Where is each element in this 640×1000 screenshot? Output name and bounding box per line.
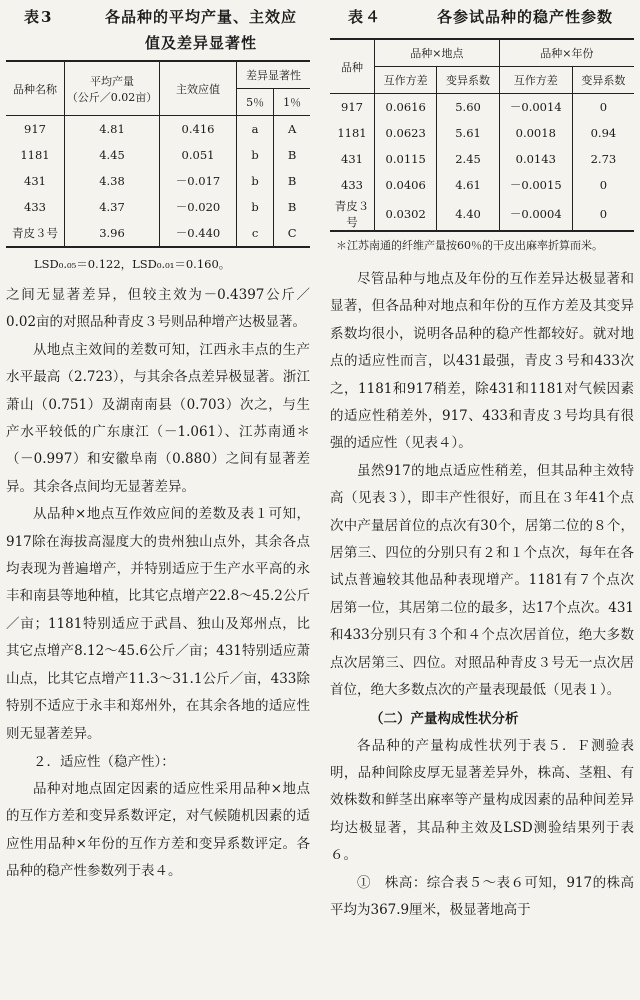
cell-variety: 431	[341, 152, 363, 166]
table4-header-cv-1: 变异系数	[437, 67, 499, 94]
cell-signif-5: c	[237, 220, 274, 247]
cell-cv-year: 0.94	[572, 120, 634, 146]
paragraph: ① 株高：综合表５～表６可知，917的株高平均为367.9厘米，极显著地高于	[330, 874, 634, 918]
table3-lsd-note: LSD₀.₀₅＝0.122，LSD₀.₀₁＝0.160。	[34, 257, 231, 271]
section-heading: （二）产量构成性状分析	[370, 710, 519, 727]
table3-header-signif: 差异显著性	[237, 61, 311, 89]
table3-header-1pct: 1％	[274, 89, 310, 116]
cell-variety: 917	[341, 100, 363, 114]
cell-variance-location: 0.0406	[375, 172, 437, 198]
table4-header-variety: 品种	[341, 60, 363, 74]
cell-signif-1: B	[274, 142, 310, 168]
table-row	[330, 146, 634, 172]
cell-cv-year: 2.73	[572, 146, 634, 172]
cell-variety: 青皮３号	[12, 226, 58, 240]
table4-header-cv-2: 变异系数	[572, 67, 634, 94]
paragraph: 之间无显著差异，但较主效为－0.4397公斤／0.02亩的对照品种青皮３号则品种增产达极显著。	[6, 287, 310, 331]
cell-cv-location: 5.61	[437, 120, 499, 146]
cell-signif-5: b	[237, 194, 274, 220]
table4-number: 表４	[348, 8, 383, 26]
cell-signif-1: B	[274, 194, 310, 220]
cell-cv-year: 0	[572, 94, 634, 121]
cell-yield: 3.96	[65, 220, 160, 247]
paragraph: 各品种的产量构成性状列于表５．Ｆ测验表明，品种间除皮厚无显著差异外，株高、茎粗、有效株数和鲜茎出麻率等产量构成因素的品种间差异均达极显著，其品种主效及LSD测验结果列于表６。	[330, 737, 634, 864]
cell-variance-location: 0.0616	[375, 94, 437, 121]
cell-variance-year: 0.0143	[499, 146, 572, 172]
cell-variance-year: 0.0018	[499, 120, 572, 146]
table3-number: 表3	[24, 8, 54, 26]
cell-signif-5: b	[237, 168, 274, 194]
cell-signif-1: A	[274, 116, 310, 143]
table4-title: 各参试品种的稳产性参数	[436, 8, 613, 26]
paragraph: 从品种×地点互作效应间的差数及表１可知，917除在海拔高湿度大的贵州独山点外，其余各点均表现为普遍增产，并特别适应于生产水平高的永丰和南县等地种植，比其它点增产22.8～45.2公斤／亩；1181特别适应于武昌、独山及郑州点，比其它点增产8.12～45.6公斤／亩；431特别适应萧山点，比其它点增产11.3～31.1公斤／亩，433除特别不适应于永丰和郑州外，在其余各地的适应性则无显著差异。	[6, 506, 310, 742]
cell-variance-year: －0.0015	[499, 172, 572, 198]
cell-variety: 1181	[337, 126, 367, 140]
left-column	[6, 0, 310, 886]
table-row	[6, 142, 310, 168]
paragraph: 虽然917的地点适应性稍差，但其品种主效特高（见表３），即丰产性很好，而且在３年41个点次中产量居首位的点次有30个，居第二位的８个，居第三、四位的分别只有２和１个点次，每年在各试点普遍较其他品种表现增产。1181有７个点次居第一位，其居第二位的最多，达17个点次。431和433分别只有３个和４个点次居首位，绝大多数点次居第三、四位。对照品种青皮３号无一点次居首位，绝大多数点次的产量表现最低（见表１）。	[330, 462, 634, 699]
cell-yield: 4.45	[65, 142, 160, 168]
paragraph: 从地点主效间的差数可知，江西永丰点的生产水平最高（2.723），与其余各点差异极显著。浙江萧山（0.751）及湖南南县（0.703）次之，与生产水平较低的广东康江（－1.061）、江苏南通＊（－0.997）和安徽阜南（0.880）之间有显著差异。其余各点间均无显著差异。	[6, 341, 310, 495]
table-row	[6, 168, 310, 194]
cell-yield: 4.81	[65, 116, 160, 143]
table3-header-variety: 品种名称	[13, 82, 57, 96]
cell-cv-location: 5.60	[437, 94, 499, 121]
cell-effect: 0.416	[160, 116, 237, 143]
paragraph: 尽管品种与地点及年份的互作差异达极显著和显著，但各品种对地点和年份的互作方差及其变异系数均很小，说明各品种的稳产性都较好。就对地点的适应性而言，以431最强，青皮３号和433次之，1181和917稍差，除431和1181对气候因素的适应性稍差外，917、433和青皮３号均具有很强的适应性（见表４）。	[330, 271, 634, 452]
cell-variety: 431	[24, 174, 46, 188]
cell-cv-location: 2.45	[437, 146, 499, 172]
right-column	[330, 0, 634, 924]
cell-cv-location: 4.40	[437, 198, 499, 231]
table-row	[330, 172, 634, 198]
cell-variance-year: －0.0014	[499, 94, 572, 121]
table-row	[6, 194, 310, 220]
table4-header-group-location: 品种×地点	[375, 39, 500, 67]
cell-effect: －0.017	[160, 168, 237, 194]
cell-cv-year: 0	[572, 198, 634, 231]
table-row	[6, 220, 310, 247]
table4-header-variance-2: 互作方差	[499, 67, 572, 94]
cell-cv-location: 4.61	[437, 172, 499, 198]
table3-header-yield: 平均产量	[90, 74, 134, 88]
paragraph: 品种对地点固定因素的适应性采用品种×地点的互作方差和变异系数评定，对气候随机因素的适应性用品种×年份的互作方差和变异系数评定。各品种的稳产性参数列于表４。	[6, 780, 310, 880]
cell-signif-1: C	[274, 220, 310, 247]
subheading-adaptability: ２．适应性（稳产性）：	[33, 753, 175, 770]
cell-signif-5: b	[237, 142, 274, 168]
cell-variety: 1181	[20, 148, 50, 162]
cell-effect: 0.051	[160, 142, 237, 168]
table4-footnote: ＊江苏南通的纤维产量按60％的干皮出麻率折算而米。	[336, 239, 603, 252]
cell-effect: －0.440	[160, 220, 237, 247]
cell-variance-location: 0.0115	[375, 146, 437, 172]
cell-cv-year: 0	[572, 172, 634, 198]
cell-signif-1: B	[274, 168, 310, 194]
table3-title-line1: 各品种的平均产量、主效应	[104, 8, 297, 26]
cell-variety: 917	[24, 122, 46, 136]
table-row	[6, 116, 310, 143]
cell-yield: 4.38	[65, 168, 160, 194]
table3-header-5pct: 5％	[237, 89, 274, 116]
cell-variety: 433	[24, 200, 46, 214]
table3	[6, 60, 310, 248]
cell-yield: 4.37	[65, 194, 160, 220]
cell-variance-location: 0.0302	[375, 198, 437, 231]
cell-variety: 433	[341, 178, 363, 192]
table4-caption	[330, 4, 634, 30]
table-row	[330, 94, 634, 121]
table4	[330, 38, 634, 232]
cell-signif-5: a	[237, 116, 274, 143]
table-row	[330, 120, 634, 146]
table3-header-yield-unit: （公斤／0.02亩）	[66, 90, 158, 104]
cell-variance-year: －0.0004	[499, 198, 572, 231]
table-row	[330, 198, 634, 231]
table3-caption	[6, 4, 310, 56]
table3-title-line2: 值及差异显著性	[144, 34, 257, 52]
cell-effect: －0.020	[160, 194, 237, 220]
cell-variance-location: 0.0623	[375, 120, 437, 146]
table3-header-effect: 主效应值	[160, 61, 237, 116]
table4-header-variance-1: 互作方差	[375, 67, 437, 94]
cell-variety: 青皮３号	[334, 199, 370, 229]
table4-header-group-year: 品种×年份	[499, 39, 634, 67]
